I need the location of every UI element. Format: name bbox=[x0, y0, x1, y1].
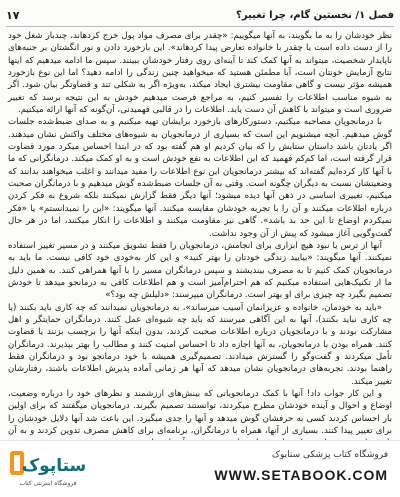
body-text bbox=[8, 30, 392, 439]
paragraph: آنها از ترس یا نبود هیچ ابزاری برای انجامش، درمانجویان را فقط تشویق میکنند و در مسیر تغییر استفاده نمیکنند. آنها میگویند: «بیایید زندگی خودتان را بهتر کنید» و این کار به‌خودی خود کافی نیست. ما باید به درمانجویان کمک کنیم تا به مصرف بیندیشند و سپس درمانگران مسیر را با آنها همراهی کنند. به همین دلیل ما از تکنیک‌هایی استفاده میکنیم که هم احترام‌آمیز است و هم اطلاعات کافی به درمانجو میدهد تا خودش تصمیم بگیرد چه چیزی برای او بهتر است. درمانگران میپرسند: «دلیلش چه بود؟» bbox=[8, 240, 392, 301]
watermark-footer bbox=[0, 440, 400, 497]
paragraph: «باید به خودمان، خانواده و عزیزانمان آسیب میرساند»، به درمانجویان نمیدانند که چه کاری باید بکنند (یا چه کاری نباید بکنند)، آنها به این آگاهی میرسند که باید چه شیوه‌ای عمل کنند. درمانگران حمایتگر و اهل مشارکت بودند و با درمانجویان درباره اطلاعات صحبت کردند، بدون اینکه آنها را برچسب بزنند یا قضاوت کنند. همراه بودن با درمانجویان، به آنها اجازه داد تا احساس امنیت کنند و مطالب را بهتر بپذیرند. درمانگران تأمل میکردند و گفت‌وگو را گسترش میدادند. تصمیم‌گیری همیشه با خود درمانجو بود و درمانگران فقط راهنما بودند. تجربه‌های درمانجویان نشان میدهد که آنها هر زمانی آماده پذیرش اطلاعات باشند، رفتارشان تغییر میکند. bbox=[8, 302, 392, 387]
paragraph: و این کار جواب داد! آنها با کمک درمانجویانی که بینش‌های ارزشمند و نظرهای خود را درباره وضعیت، اوضاع و احوال و آینده خودشان مطرح میکردند، توانستند تصمیم بگیرند. درمانجویان میگفتند که برای اولین بار احساس کردند کسی به حرفشان گوش میدهد و آنها را جدی میگیرد. این باعث شد آنها دلایل خودشان را برای تغییر پیدا کنند. بسیاری از آنها، همراه با درمانگران، برنامه‌ای برای کاهش مصرف تدوین کردند و به آن bbox=[8, 388, 392, 436]
chapter-title: فصل ۱/ نخستین گام، چرا تغییر؟ bbox=[236, 9, 394, 21]
store-name: فروشگاه کتاب پزشکی ستابوک bbox=[271, 450, 388, 460]
page-header bbox=[6, 4, 394, 27]
setabook-logo bbox=[8, 447, 87, 491]
website-link[interactable]: WWW.SETABOOK.COM bbox=[214, 467, 388, 483]
page-number: ۱۷ bbox=[6, 8, 20, 22]
logo-subtext: فروشگاه اینترنتی کتاب bbox=[19, 480, 77, 487]
paragraph: با درمانجویان مصاحبه میکنیم، دستورکارهای بازخورد برایشان تهیه میکنیم و به صدای ضبط‌شده جلسات گوش میدهیم. آنچه میشنویم این است که بسیاری از درمانجویان به شیوه‌های مختلف واکنش نشان میدهند. اگر یادتان باشد داستان ستایش را که بیان کردیم او هم گفته بود که در ابتدا احساس میکرد مورد قضاوت قرار گرفته است، اما کم‌کم فهمید که این اطلاعات به نفع خودش است و به او کمک میکند. درمانگرانی که ما با آنها کار کرده‌ایم گفته‌اند که بیشتر درمانجویان این نوع اطلاعات را مفید میدانند و اغلب میخواهند بدانند که وضعیتشان نسبت به دیگران چگونه است. وقتی به آن جلسات ضبط‌شده گوش میدهیم و با درمانگران صحبت میکنیم، تغییری اساسی در ذهن آنها دیده میشود؛ آنها دیگر فقط گزارش نمیکنند بلکه شروع به فکر کردن درباره اطلاعات میکنند و آن را با تجربه خودشان مقایسه میکنند. آنها میگویند: «این را نمیدانستم» یا «فکر نمیکردم اوضاع تا این حد بد باشد». گاهی نیز مقاومت میکنند و اطلاعات را انکار میکنند، اما در هر حال گفت‌وگویی آغاز میشود که پیش از آن وجود نداشت. bbox=[8, 117, 392, 239]
logo-text: ستاپوک bbox=[21, 456, 87, 476]
paragraph: نظر خودشان را به ما بگویند، به آنها میگوییم: «چقدر برای مصرف مواد پول خرج کردهاند، چندبار شغل خود را از دست داده است یا چقدر با خانواده تعارض پیدا کردهاند». این بازخورد دادن و نور انگشتان بر جنبه‌های ناپایدار شخصیت، میتواند به آنها کمک کند تا آینه‌ای روی رفتار خودشان ببینند. سپس ما ادامه میدهیم که اینها نتایج آزمایش خونتان است، آیا مطمئن هستید که میخواهید چنین زندگی را ادامه دهید؟ اما این نوع بازخورد همیشه مؤثر نیست و گاهی مقاومت بیشتری ایجاد میکند، به‌ویژه اگر به شکلی تند و قضاوتگر بیان شود. اگر به شیوه مناسب اطلاعات را تفسیر کنیم، به مراجع فرصت میدهیم خودش به این نتیجه برسد که تغییر ضروری است و میتواند با کاهش آن دست یابد. اطلاعات را در قالبی فهمیدنی، آن‌گونه که آنها ارائه میکنیم. bbox=[8, 31, 392, 116]
